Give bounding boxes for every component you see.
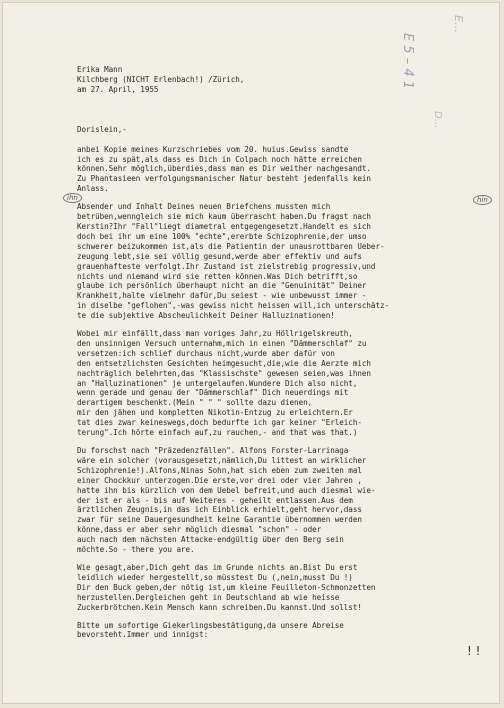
text-line: Wobei mir einfällt,dass man voriges Jahr,zu Höllrigelskreuth, [77,329,353,339]
text-line: versetzen:ich schlief durchaus nicht,wurde aber dafür von [77,348,335,358]
text-line: in diselbe "geflohen",-was gewiss nicht heissen will,ich unterschätz- [77,301,390,311]
paragraph-2 [77,202,495,321]
letter-page [2,2,500,704]
text-line: an "Halluzinationen" je untergelaufen.Wundere Dich also nicht, [77,378,358,388]
text-line: Bitte um sofortige Giekerlingsbestätigung,da unsere Abreise [77,620,344,630]
text-line: auch nach dem nächsten Attacke-endgültig über den Berg sein [77,535,344,545]
text-line: den entsetzlichsten Gesichten heimgesucht,die,wie die Aerzte mich [77,358,371,368]
text-line: möchte.So - there you are. [77,545,195,555]
text-line: Schizophrenie!).Alfons,Ninas Sohn,hat sich eben zum zweiten mal [77,465,362,475]
text-line: wäre ein solcher (vorausgesetzt,nämlich,Du littest an wirklicher [77,455,367,465]
text-line: schwerer beizukommen ist,als die Patientin der unausrottbaren Ueber- [77,241,385,251]
margin-correction-right: hin [473,195,492,205]
salutation: Dorislein,- [77,124,127,134]
text-line: nachträglich belehrten,das "Klassischste" gewesen seien,was ihnen [77,368,371,378]
text-line: den unsinnigen Versuch unternahm,mich in einen "Dämmerschlaf" zu [77,338,367,348]
text-line: leidlich wieder hergestellt,so müsstest Du (,nein,musst Du !) [77,572,353,582]
text-line: wenn gerade und genau der "Dämmerschlaf" Dich neuerdings mit [77,388,349,398]
sender-address: Kilchberg (NICHT Erlenbach!) /Zürich, [77,74,245,84]
text-line: hatte ihn bis kürzlich von dem Uebel befreit,und auch diesmal wie- [77,485,376,495]
pencil-archive-mark: E 5 – 4 1 [400,33,415,90]
text-line: Wie gesagt,aber,Dich geht das im Grunde nichts an.Bist Du erst [77,562,358,572]
sender-name: Erika Mann [77,65,123,74]
text-line: können.Sehr möglich,überdies,dass man es Dir weither nachgesandt. [77,164,371,174]
text-line: Krankheit,halte vielmehr dafür,Du seiest - wie unbewusst immer - [77,291,367,301]
paragraph-5 [77,563,495,613]
text-line: ich es zu spät,als dass es Dich in Colpach noch hätte erreichen [77,154,362,164]
text-line: Kerstin?Ihr "Fall"liegt diametral entgegengesetzt.Handelt es sich [77,221,371,231]
text-line: der ist er als - bis auf Weiteres - geheilt entlassen.Aus dem [77,495,353,505]
text-line: terung".Ich hörte einfach auf,zu rauchen,- and that was that.) [77,428,358,438]
text-line: Anlass. [77,184,109,194]
text-line: einer Chockkur unterzogen.Die erste,vor drei oder vier Jahren , [77,475,362,485]
handwritten-exclamations: ! ! [467,644,481,658]
text-line: anbei Kopie meines Kurzschriebes vom 20. huius.Gewiss sandte [77,144,349,154]
text-line: Dir den Buck geben,der nötig ist,um kleine Feuilleton-Schmonzetten [77,582,376,592]
text-line: Absender und Inhalt Deines neuen Briefchens mussten mich [77,202,331,212]
text-line: könne,dass er aber sehr möglich diesmal "schon" - oder [77,525,322,535]
pencil-faint-note: E… [452,15,465,33]
paragraph-6 [77,621,495,641]
paragraph-4 [77,446,495,555]
text-line: zeugung lebt,sie sei völlig gesund,werde aber effektiv und aufs [77,251,362,261]
text-line: derartigem beschenkt.(Mein " " " sollte dazu dienen, [77,398,313,408]
text-line: herzustellen.Dergleichen geht in Deutschland ab wie heisse [77,592,340,602]
text-line: nichts und niemand wird sie retten können.Was Dich betrifft,so [77,271,358,281]
text-line: ärztlichen Zeugnis,in das ich Einblick erhielt,geht hervor,dass [77,505,362,515]
text-line: glaube ich persönlich überhaupt nicht an die "Genuinität" Deiner [77,281,367,291]
text-line: mir den jähen und kompletten Nikotin-Entzug zu erleichtern.Er [77,408,353,418]
text-line: Zu Phantasieen verfolgungsmanischer Natur besteht jedenfalls kein [77,174,371,184]
text-line: tat dies zwar keineswegs,doch bedurfte ich gar keiner "Erleich- [77,418,362,428]
text-line: grauenhafteste verfolgt.Ihr Zustand ist zielstrebig progressiv,und [77,261,376,271]
text-line: zwar für seine Dauergesundheit keine Garantie übernommen werden [77,515,362,525]
typed-letter [77,65,495,640]
text-line: bevorsteht.Immer und innigst: [77,630,209,640]
text-line: doch bei ihr um eine 100% "echte",ererbte Schizophrenie,der umso [77,231,367,241]
margin-correction-left: ihn [63,193,82,203]
text-line: betrüben,wenngleich sie mich kaum überrascht haben.Du fragst nach [77,212,371,222]
paragraph-3 [77,329,495,438]
pencil-faint-note-2: D… [432,111,443,129]
paragraph-1 [77,145,495,195]
text-line: Du forschst nach "Präzedenzfällen". Alfons Forster-Larrinaga [77,446,349,455]
letter-header [77,65,495,95]
letter-date: am 27. April, 1955 [77,84,159,94]
text-line: te die subjektive Abscheulichkeit Deiner Halluzinationen! [77,311,335,321]
text-line: Zuckerbrötchen.Kein Mensch kann schreiben.Du kannst.Und sollst! [77,602,362,612]
